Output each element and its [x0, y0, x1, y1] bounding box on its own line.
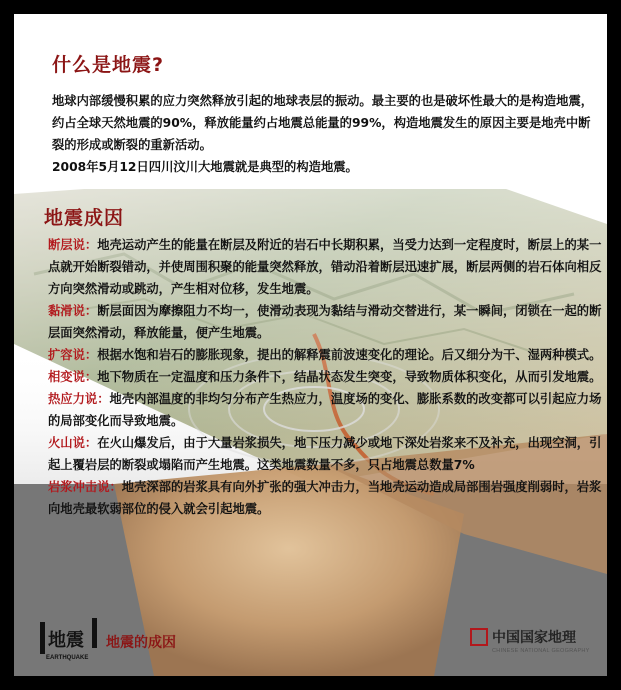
cause-item-fault — [48, 234, 604, 300]
cause-title: 热应力说： — [48, 392, 110, 406]
cause-item-volcano — [48, 432, 604, 476]
cause-text: 在火山爆发后，由于大量岩浆损失，地下压力减少或地下深处岩浆来不及补充，出现空洞，引起上覆岩层的断裂或塌陷而产生地震。这类地震数量不多，只占地震总数量7% — [48, 436, 602, 472]
earthquake-logo — [38, 614, 100, 664]
logo-en-text: EARTHQUAKE — [46, 655, 89, 661]
footer-caption: 地震的成因 — [106, 635, 176, 651]
cause-text: 根据水饱和岩石的膨胀现象，提出的解释震前波速变化的理论。后又细分为干、湿两种模式。 — [97, 348, 602, 362]
cause-text: 地壳运动产生的能量在断层及附近的岩石中长期积累，当受力达到一定程度时，断层上的某一点就开始断裂错动，并使周围积聚的能量突然释放，错动沿着断层迅速扩展，断层两侧的岩石体向相反方向突然滑动或跳动，产生相对位移，发生地震。 — [48, 238, 602, 296]
cause-item-phase-change — [48, 366, 604, 388]
cause-title: 相变说： — [48, 370, 98, 384]
cause-title: 火山说： — [48, 436, 98, 450]
cause-item-stick-slip — [48, 300, 604, 344]
cause-title: 黏滑说： — [48, 304, 98, 318]
publisher-logo — [470, 626, 607, 666]
publisher-frame-icon — [470, 628, 488, 646]
cause-text: 断层面因为摩擦阻力不均一，使滑动表现为黏结与滑动交替进行，某一瞬间，闭锁在一起的断层面突然滑动，释放能量，便产生地震。 — [48, 304, 602, 340]
intro-paragraph-1: 地球内部缓慢积累的应力突然释放引起的地球表层的振动。最主要的也是破坏性最大的是构造地震，约占全球天然地震的90%，释放能量约占地震总能量的99%，构造地震发生的原因主要是地壳中断裂的形成或断裂的重新活动。 — [52, 94, 594, 152]
earthquake-causes-title: 地震成因 — [44, 207, 125, 229]
cause-item-magma-impact — [48, 476, 604, 520]
cause-item-thermal-stress — [48, 388, 604, 432]
cause-title: 岩浆冲击说： — [48, 480, 122, 494]
causes-list — [48, 234, 604, 520]
publisher-name-cn: 中国国家地理 — [492, 630, 576, 646]
intro-text — [52, 90, 600, 178]
cause-text: 地壳深部的岩浆具有向外扩张的强大冲击力，当地壳运动造成局部围岩强度削弱时，岩浆向地壳最软弱部位的侵入就会引起地震。 — [48, 480, 602, 516]
intro-paragraph-2: 2008年5月12日四川汶川大地震就是典型的构造地震。 — [52, 160, 358, 174]
cause-text: 地壳内部温度的非均匀分布产生热应力，温度场的变化、膨胀系数的改变都可以引起应力场的局部变化而导致地震。 — [48, 392, 602, 428]
cause-title: 断层说： — [48, 238, 98, 252]
cause-text: 地下物质在一定温度和压力条件下，结晶状态发生突变，导致物质体积变化，从而引发地震。 — [97, 370, 602, 384]
poster-panel — [14, 14, 607, 676]
content-layer — [14, 14, 607, 676]
publisher-name-en: CHINESE NATIONAL GEOGRAPHY — [492, 648, 590, 654]
cause-title: 扩容说： — [48, 348, 98, 362]
logo-cn-text: 地震 — [48, 630, 84, 651]
what-is-earthquake-title: 什么是地震? — [52, 54, 165, 76]
cause-item-dilatancy — [48, 344, 604, 366]
